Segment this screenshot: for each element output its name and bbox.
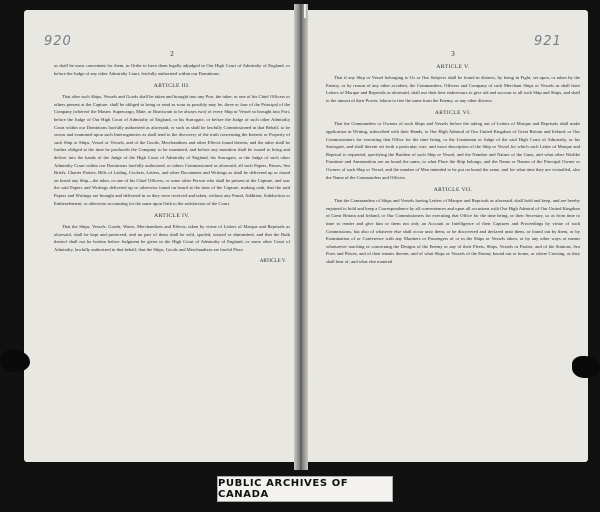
archive-label: PUBLIC ARCHIVES OF CANADA	[217, 476, 393, 502]
book-gutter	[294, 4, 308, 470]
handwritten-folio-left: 920	[44, 34, 72, 49]
article-3-heading: ARTICLE III.	[153, 83, 191, 90]
article-6-text: That the Commanders or Owners of such Ships and Vessels before the taking out of Letters of Marque and Reprisals shall make application in Writing, subscribed with their Hands, to Our High Admiral of Our United Kingdom of Great Britain and Ireland, or Our Commissioners for executing that Office for the time being, or the Lieutenant or Judge of the said High Court of Admiralty, or his Surrogate, and shall therein set forth a particular, true, and exact description of the Ship or Vessel for which such Letter of Marque and Reprisal is requested, specifying the Burthen of such Ship or Vessel, and the Number and Nature of the Guns, and what other Warlike Furniture and Ammunition are on board the same, to what Place the Ship belongs, and the Name or Names of the Principal Owner or Owners of such Ship or Vessel, and the number of Men intended to be put on board the same, and for what time they are victualled, also the Name of the Commanders and Officers.	[326, 121, 580, 180]
right-page	[302, 10, 588, 462]
article-5-text: That if any Ship or Vessel belonging to Us or Our Subjects shall be found in distress, by being in Fight, set upon, or taken by the Enemy, or by reason of any other accident, the Commanders, Officers and Company of such Merchant Ships or Vessels as shall have Letters of Marque and Reprisals as aforesaid, shall use their best endeavours to give aid and succour to all such Ship and Ships, and shall to the utmost of their Power, labour to free the same from the Enemy, or any other distress.	[326, 75, 580, 103]
spine-marker	[304, 4, 306, 18]
left-thumb-shadow	[0, 350, 30, 372]
book-spread	[8, 4, 592, 466]
left-intro-paragraph: as shall be most convenient for them, in Order to have them legally adjudged in Our High Court of Admiralty of England, or before the Judge of any other Admiralty Court, lawfully authorized within our Dominions.	[54, 63, 290, 76]
handwritten-folio-right: 921	[534, 34, 562, 49]
left-page	[24, 10, 300, 462]
article-3-text: That after such Ships, Vessels and Goods shall be taken and brought into any Port, the taker, or one of his Chief Officers or others present at the Capture, shall be obliged to bring or send as soon as possibly may be, three or four of the Principal of the Company (whereof the Master, Supercargo, Mate, or Boatswain to be always two) of every Ship or Vessel so brought into Port, before the Judge of Our High Court of Admiralty of England, or his Surrogate, or before the Judge of such other Admiralty Court within our Dominions lawfully authorized as aforesaid, or such as shall be lawfully Commissioned in that Behalf, to be sworn and examined upon such Interrogatories as shall tend to the discovery of the truth concerning the Interest or Property of such Ship or Ships, Vessel or Vessels, and of the Goods, Merchandizes and other Effects found therein; and the taker shall be further obliged at the time he produceth the Company to be examined, and before any monition shall be issued to bring and deliver into the hands of the Judge of the High Court of Admiralty of England, his Surrogate, or the Judge of such other Admiralty Court within our Dominions lawfully authorized, or others Commissioned as aforesaid, all such Papers, Passes, Sea Briefs, Charter Parties, Bills of Lading, Cockets, Letters, and other Documents and Writings as shall be delivered up or found on board any Ship—the taker, or one of his Chief Officers, or some other Person who shall be present at the Capture, and saw the said Papers and Writings delivered up or otherwise found on board at the time of the Capture, making oath, that the said Papers and Writings are brought and delivered in as they were received and taken, without any Fraud, Addition, Subduction or Embezzlement, or otherwise accounting for the same upon Oath to the satisfaction of the Court.	[54, 94, 290, 206]
left-catchword: ARTICLE V.	[259, 259, 286, 265]
article-7-heading: ARTICLE VII.	[433, 187, 473, 194]
right-thumb-shadow	[572, 356, 600, 378]
article-4-text: That the Ships, Vessels, Goods, Wares, Merchandizes and Effects, taken by virtue of Letters of Marque and Reprisals as aforesaid, shall be kept and preserved, and no part of them shall be sold, spoiled, wasted or diminished, and that the Bulk thereof shall not be broken before Judgment be given in the High Court of Admiralty of England, or some other Court of Admiralty, lawfully authorized in that behalf, that the Ships, Goods and Merchandizes are lawful Prize.	[54, 224, 290, 252]
right-page-number: 3	[451, 50, 455, 58]
article-5-heading: ARTICLE V.	[436, 64, 470, 70]
article-6-heading: ARTICLE VI.	[434, 110, 472, 117]
article-7-text: That the Commanders of Ships and Vessels having Letters of Marque and Reprisals as aforesaid, shall hold and keep, and are hereby enjoined to hold and keep a Correspondence by all conveniences and upon all occasions with Our High Admiral of Our United Kingdom of Great Britain and Ireland, or Our Commissioners for executing that Office for the time being, or their Secretary, so as from time to time to render and give him or them not only an Account or Intelligence of their Captures and Proceedings by virtue of such Commissions, but also of whatever else shall occur unto them, or be discovered and declared unto them, or found out by them, or by Examination of or Conference with any Mariners or Passengers of or in the Ships or Vessels taken, or by any other ways or means whatsoever touching or concerning the Designs of the Enemy or any of their Fleets, Ships, Vessels or Parties, and of the Stations, Sea Ports and Places, and of their intents therein, and of what Ships or Vessels of the Enemy bound out or home, or where Cruising, as they shall hear of, and what else material	[326, 198, 580, 264]
left-page-number: 2	[170, 50, 174, 58]
article-4-heading: ARTICLE IV.	[154, 213, 190, 220]
